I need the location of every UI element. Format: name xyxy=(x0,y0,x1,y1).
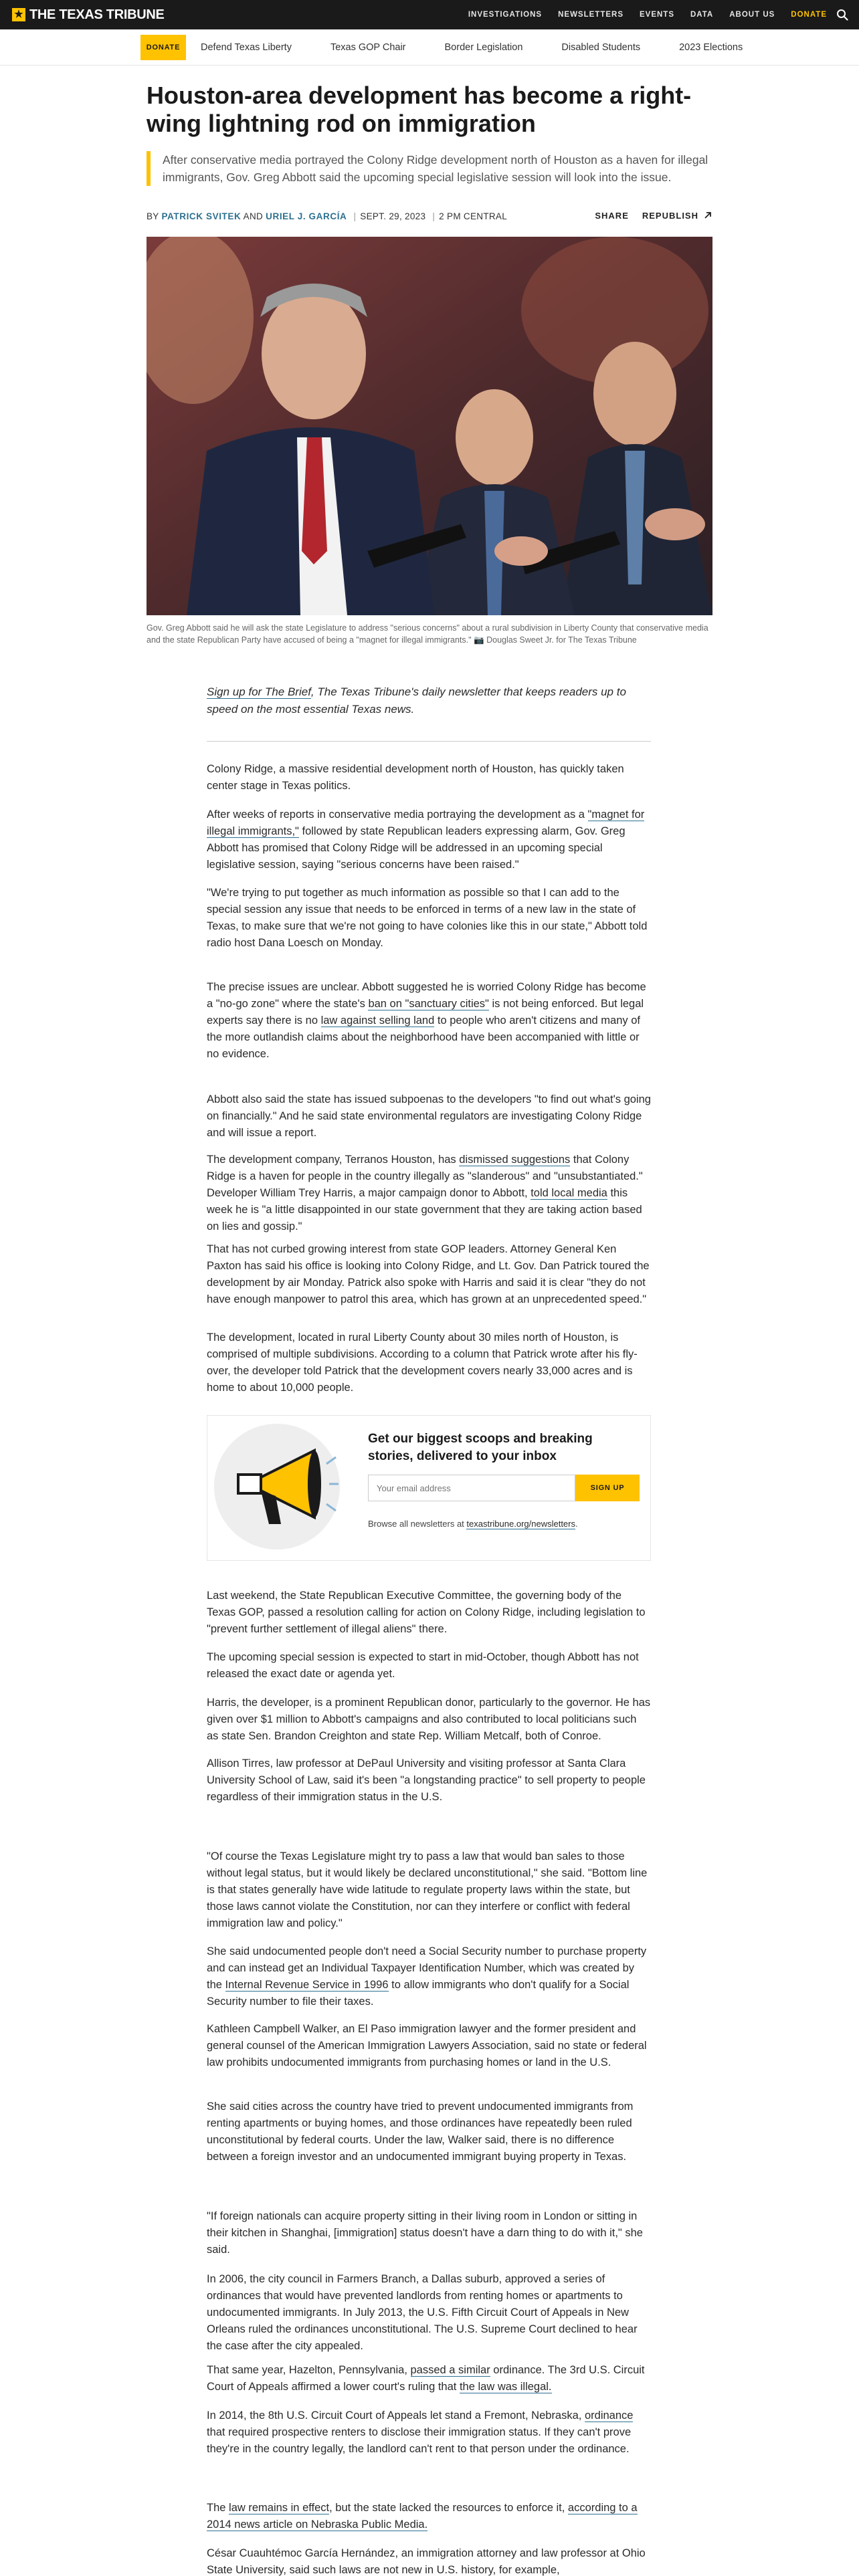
paragraph-text: ordinance. The 3rd U.S. Circuit Court of Appeals affirmed a lower court's ruling that xyxy=(207,2364,645,2393)
newsletter-illustration xyxy=(214,1424,340,1549)
byline-separator: | xyxy=(353,211,357,221)
nav-data[interactable]: DATA xyxy=(690,11,714,19)
paragraph-text: , but the state lacked the resources to enforce it, xyxy=(329,2502,568,2514)
article-paragraph: Colony Ridge, a massive residential development north of Houston, has quickly taken center stage in Texas politics. xyxy=(207,763,624,792)
publish-date: SEPT. 29, 2023 xyxy=(360,211,426,221)
inline-link[interactable]: "magnet for illegal immigrants," xyxy=(207,809,645,837)
inline-link[interactable]: law remains in effect xyxy=(229,2502,330,2514)
article-paragraph xyxy=(207,2407,651,2458)
byline-by: BY xyxy=(147,211,159,221)
article-paragraph: "If foreign nationals can acquire property sitting in their living room in London or sitting in their kitchen in Shanghai, [immigration] status doesn't have a darn thing to do with it," she said. xyxy=(207,2210,643,2256)
article-paragraph: Harris, the developer, is a prominent Republican donor, particularly to the governor. He has given over $1 million to Abbott's campaigns and also contributed to local politicians such as state Sen. Brandon Creighton and state Rep. William Metcalf, both of Conroe. xyxy=(207,1697,651,1742)
article-paragraph xyxy=(207,807,651,873)
inline-link[interactable]: ban on "sanctuary cities" xyxy=(368,998,489,1010)
article-paragraph xyxy=(207,2362,651,2395)
star-logo-icon: ★ xyxy=(12,8,25,21)
external-arrow-icon xyxy=(702,210,713,221)
camera-icon: 📷 xyxy=(474,635,484,645)
browse-text: Browse all newsletters at xyxy=(368,1519,467,1529)
publish-time: 2 PM CENTRAL xyxy=(439,211,508,221)
article-paragraph: "Of course the Texas Legislature might try to pass a law that would ban sales to those without legal status, but it would likely be declared unconstitutional," she said. "Bottom line is that states generally have wide latitude to regulate property laws within the state, but those laws cannot violate the Constitution, nor can they interfere or conflict with federal immigration law and policy." xyxy=(207,1850,648,1929)
logo-text: THE TEXAS TRIBUNE xyxy=(29,7,165,22)
site-logo[interactable] xyxy=(12,7,165,23)
brief-signup-promo xyxy=(207,683,651,718)
nav-newsletters[interactable]: NEWSLETTERS xyxy=(558,11,624,19)
article-paragraph: The upcoming special session is expected to start in mid-October, though Abbott has not released the exact date or agenda yet. xyxy=(207,1651,639,1680)
photo-caption xyxy=(147,622,712,646)
paragraph-text: After weeks of reports in conservative media portraying the development as a xyxy=(207,809,588,821)
article-paragraph xyxy=(207,1943,651,2010)
paragraph-text: followed by state Republican leaders expressing alarm, Gov. Greg Abbott has promised that Colony Ridge will be addressed in an upcoming special legislative session, saying "serious concerns have been raised." xyxy=(207,825,626,871)
hero-photo xyxy=(147,237,712,615)
inline-link[interactable]: Internal Revenue Service in 1996 xyxy=(225,1979,389,1991)
article-paragraph xyxy=(207,2500,651,2533)
photo-credit: Douglas Sweet Jr. for The Texas Tribune xyxy=(486,635,637,645)
paragraph-text: this week he is "a little disappointed in our state government that they are taking action based on lies and gossip." xyxy=(207,1187,642,1232)
republish-button[interactable]: REPUBLISH xyxy=(642,210,698,221)
paragraph-text: to people who aren't citizens and many of the more outlandish claims about the neighborhood have been accompanied with little or no evidence. xyxy=(207,1014,640,1060)
search-icon[interactable] xyxy=(836,9,848,21)
byline-separator: | xyxy=(432,211,436,221)
nav-investigations[interactable]: INVESTIGATIONS xyxy=(468,11,543,19)
site-header xyxy=(0,0,859,29)
paragraph-text: that Colony Ridge is a haven for people in the country illegally as "slanderous" and "unsubstantiated." Developer William Trey Harris, a major campaign donor to Abbott, xyxy=(207,1154,643,1199)
nav-events[interactable]: EVENTS xyxy=(639,11,674,19)
brief-signup-text: , The Texas Tribune's daily newsletter that keeps readers up to speed on the most essential Texas news. xyxy=(207,685,626,716)
paragraph-text: The xyxy=(207,2502,229,2514)
share-tools xyxy=(581,210,713,221)
paragraph-text: The development company, Terranos Houston, has xyxy=(207,1154,460,1166)
paragraph-text: is not being enforced. But legal experts say there is no xyxy=(207,998,644,1027)
article-paragraph: In 2006, the city council in Farmers Branch, a Dallas suburb, approved a series of ordinances that would have prevented landlords from renting homes or apartments to undocumented immigrants. In July 2013, the U.S. Fifth Circuit Court of Appeals in New Orleans ruled the ordinances unconstitutional. The U.S. Supreme Court declined to hear the case after the city appealed. xyxy=(207,2273,638,2352)
newsletters-link[interactable]: texastribune.org/newsletters xyxy=(466,1519,575,1529)
topic-link-defend-texas-liberty[interactable]: Defend Texas Liberty xyxy=(201,42,292,53)
paragraph-text: That same year, Hazelton, Pennsylvania, xyxy=(207,2364,411,2376)
nav-donate[interactable]: DONATE xyxy=(791,11,827,19)
topic-link-2023-elections[interactable]: 2023 Elections xyxy=(679,42,743,53)
paragraph-text: The precise issues are unclear. Abbott suggested he is worried Colony Ridge has become a "no-go zone" where the state's xyxy=(207,981,646,1010)
paragraph-text: to allow immigrants who don't qualify for a Social Security number to file their taxes. xyxy=(207,1979,630,2008)
inline-link[interactable]: told local media xyxy=(531,1187,607,1199)
paragraph-text: In 2014, the 8th U.S. Circuit Court of Appeals let stand a Fremont, Nebraska, xyxy=(207,2409,585,2422)
inline-link[interactable]: law against selling land xyxy=(320,1014,435,1027)
author-link-patrick-svitek[interactable]: PATRICK SVITEK xyxy=(161,211,242,221)
topic-link-disabled-students[interactable]: Disabled Students xyxy=(561,42,641,53)
article-paragraph: Last weekend, the State Republican Executive Committee, the governing body of the Texas GOP, passed a resolution calling for action on Colony Ridge, including legislation to "prevent further settlement of illegal aliens" there. xyxy=(207,1590,646,1635)
paragraph-text: that required prospective renters to disclose their immigration status. If they can't prove they're in the country legally, the landlord can't rent to that person under the ordinance. xyxy=(207,2426,632,2455)
email-input[interactable] xyxy=(368,1475,575,1501)
article-paragraph: Allison Tirres, law professor at DePaul University and visiting professor at Santa Clara University School of Law, said it's been "a longstanding practice" to sell property to people regardless of their immigration status in the U.S. xyxy=(207,1757,646,1803)
sign-up-button[interactable]: SIGN UP xyxy=(575,1475,640,1501)
author-link-uriel-garcia[interactable]: URIEL J. GARCÍA xyxy=(266,211,347,221)
topic-link-texas-gop-chair[interactable]: Texas GOP Chair xyxy=(330,42,406,53)
article-dek: After conservative media portrayed the Colony Ridge development north of Houston as a haven for illegal immigrants, Gov. Greg Abbott said the upcoming special legislative session will look into the issue. xyxy=(147,151,712,186)
article-paragraph xyxy=(207,1152,651,1235)
nav-about-us[interactable]: ABOUT US xyxy=(729,11,775,19)
share-button[interactable]: SHARE xyxy=(595,210,629,221)
article-paragraph: She said cities across the country have tried to prevent undocumented immigrants from renting apartments or buying homes, and those ordinances have repeatedly been ruled unconstitutional by federal courts. Under the law, Walker said, there is no difference between a foreign investor and an undocumented immigrant buying property in Texas. xyxy=(207,2101,634,2163)
inline-link[interactable]: the law was illegal. xyxy=(459,2381,552,2393)
brief-signup-link[interactable]: Sign up for The Brief xyxy=(207,685,311,698)
hero-photo-illustration xyxy=(147,237,712,615)
inline-link[interactable]: ordinance xyxy=(584,2409,634,2422)
newsletter-title: Get our biggest scoops and breaking stories, delivered to your inbox xyxy=(368,1432,593,1463)
topic-links xyxy=(201,29,781,66)
paragraph-text: She said undocumented people don't need a Social Security number to purchase property and can instead get an Individual Taxpayer Identification Number, which was created by the xyxy=(207,1945,647,1991)
article-paragraph: César Cuauhtémoc García Hernández, an immigration attorney and law professor at Ohio State University, said such laws are not new in U.S. history, for example, xyxy=(207,2547,646,2576)
article-paragraph: The development, located in rural Liberty County about 30 miles north of Houston, is comprised of multiple subdivisions. According to a column that Patrick wrote after his fly-over, the developer told Patrick that the development covers nearly 33,000 acres and is home to about 10,000 people. xyxy=(207,1331,638,1394)
caption-text: Gov. Greg Abbott said he will ask the state Legislature to address "serious concerns" about a rural subdivision in Liberty County that conservative media and the state Republican Party have accused of being a "magnet for illegal immigrants." xyxy=(147,623,708,645)
browse-newsletters xyxy=(368,1519,578,1529)
article-paragraph: Kathleen Campbell Walker, an El Paso immigration lawyer and the former president and general counsel of the American Immigration Lawyers Association, said no state or federal law prohibits undocumented immigrants from purchasing homes or land in the U.S. xyxy=(207,2023,647,2068)
article-paragraph: That has not curbed growing interest from state GOP leaders. Attorney General Ken Paxton has said his office is looking into Colony Ridge, and Lt. Gov. Dan Patrick toured the development by air Monday. Patrick also spoke with Harris and said it is clear "they do not have enough manpower to patrol this area, which has grown at an unprecedented speed." xyxy=(207,1243,650,1305)
article-paragraph: "We're trying to put together as much information as possible so that I can add to the special session any issue that needs to be enforced in terms of a new law in the state of Texas, to make sure that we're not going to have colonies like this in our state," Abbott told radio host Dana Loesch on Monday. xyxy=(207,887,648,949)
newsletter-signup-box xyxy=(207,1415,651,1561)
megaphone-icon xyxy=(214,1424,340,1549)
byline-and: AND xyxy=(243,211,264,221)
article-headline: Houston-area development has become a right-wing lightning rod on immigration xyxy=(147,82,692,137)
top-nav xyxy=(452,0,827,29)
article-paragraph: Abbott also said the state has issued subpoenas to the developers "to find out what's going on financially." And he said state environmental regulators are investigating Colony Ridge and will issue a report. xyxy=(207,1093,651,1139)
inline-link[interactable]: passed a similar xyxy=(410,2364,490,2376)
subnav-donate-button[interactable]: DONATE xyxy=(140,35,186,60)
byline xyxy=(147,211,507,221)
inline-link[interactable]: according to a 2014 news article on Nebraska Public Media. xyxy=(207,2502,638,2531)
article-paragraph xyxy=(207,979,651,1063)
browse-end: . xyxy=(575,1519,578,1529)
inline-link[interactable]: dismissed suggestions xyxy=(459,1154,571,1166)
topic-link-border-legislation[interactable]: Border Legislation xyxy=(444,42,523,53)
divider xyxy=(207,741,651,742)
